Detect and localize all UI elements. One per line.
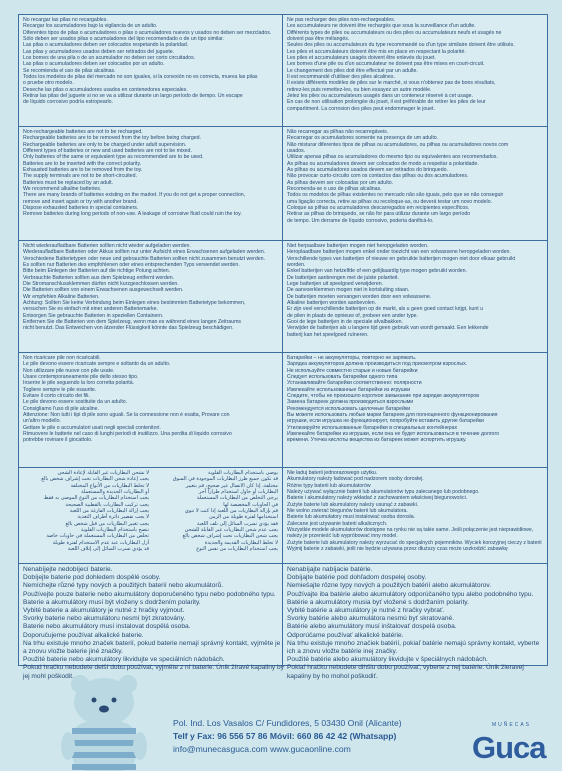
warning-line: أو البطاريات الجديدة والمستعملة: [81, 489, 149, 496]
warning-line: Замена батареек должна производиться взрослыми: [287, 399, 414, 406]
warning-line: ich a znovu vložte batérie inej značky.: [287, 648, 398, 656]
warning-line: Las pilas o acumuladores deben ser colocados por un adulto.: [23, 61, 165, 68]
warning-line: يجب استخدام البطاريات من نفس النوع: [196, 546, 278, 553]
warning-line: Baterie nebo akumulátory musí instalovat dospělá osoba.: [23, 623, 191, 631]
warning-line: Verschillende types van batterijen of nieuwe en gebruikte batterijen mogen niet door elkaar gebruikt: [287, 255, 516, 262]
warning-line: Die Batterien sollten von einem Erwachsenen ausgewechselt werden.: [23, 287, 184, 294]
warning-line: Togliere sempre le pile esaurite.: [23, 386, 97, 393]
warning-line: Die Stromanschlussklemmen dürfen nicht kurzgeschlossen werden.: [23, 281, 179, 288]
warning-line: Non utilizzare pile nuove con pile usate.: [23, 367, 115, 374]
warning-line: Doporučujeme používat alkalické baterie.: [23, 631, 144, 639]
warning-line: Не используйте совместно старые и новые батарейки: [287, 367, 418, 374]
warning-line: Se recomienda el uso de pilas alcalinas.: [23, 67, 116, 74]
warning-line: En cas de non utilisation prolongée du jouet, il est préférable de retirer les piles de leur: [287, 99, 486, 106]
warning-line: Wiederaufladbare Batterien oder Akkus sollten nur unter Aufsicht eines Erwachsenen aufgeladen werden.: [23, 249, 266, 256]
warning-block: [19, 127, 547, 241]
warning-line: Remove batteries during long periods of non-use. A leakage of corrosive fluid could ruin the toy.: [23, 211, 242, 218]
warning-line: يجب إزالة البطاريات الفارغة من اللعبة: [69, 508, 149, 515]
warning-line: قم بإزالة البطاريات من اللعبة إذا كنت لا تنوي: [184, 508, 278, 515]
warning-line: potrebbe rovinare il giocattolo.: [23, 437, 93, 444]
warning-line: We recommend alkaline batteries.: [23, 186, 102, 193]
warning-line: As pilhas ou acumuladores devem ser colocados de modo a respeitar a polaridade.: [287, 160, 479, 167]
warning-line: يرجى التخلص من البطاريات المستعملة: [196, 495, 278, 502]
warning-line: Používejte pouze baterie nebo akumulátory doporučeného typu nebo podobného typu.: [23, 590, 276, 598]
warning-line: Rimuovere le batterie nel caso di lunghi periodi di inutilizzo. Una perdita di liquido corrosivo: [23, 431, 232, 438]
right-language-column: [283, 127, 547, 240]
warning-line: Different types of batteries or new and used batteries are not to be mixed.: [23, 148, 192, 155]
warning-line: Evitare il corto circuito dei fili.: [23, 393, 90, 400]
warning-line: لا تشحن البطاريات غير القابلة لإعادة الشحن: [57, 470, 149, 476]
warning-line: Todos los modelos de pilas del mercado no son iguales, si la conexión no es correcta, mueva las pilas: [23, 74, 258, 81]
warning-line: يوصى باستخدام البطاريات القلوية: [208, 470, 278, 476]
warning-line: a znovu vložte baterie jiné značky.: [23, 648, 123, 656]
left-language-column: [19, 15, 283, 126]
warning-line: Batérie alebo akumulátory musí inštalovať dospelá osoba.: [287, 623, 457, 631]
warning-line: No recargar las pilas no recargables.: [23, 17, 108, 23]
warning-line: Рекомендуется использовать щелочные батарейки: [287, 405, 411, 412]
warning-line: في الحاويات المخصصة لها: [223, 501, 278, 508]
warning-line: Les bornes d'une pile ou d'un accumulateur ne doivent pas être mises en court-circuit.: [287, 61, 485, 68]
warning-line: Утилизируйте использованные батарейки в специальных контейнерах: [287, 424, 458, 431]
warning-line: uma ligação correcta, retire as pilhas ou recoloque-as, ou deverá testar um novo modelo.: [287, 198, 493, 205]
warning-line: Recarregar os acumuladores somente na presença de um adulto.: [287, 135, 439, 142]
warning-line: Baterie lub akumulatory musi instalować osoba dorosła.: [287, 514, 416, 521]
warning-line: De aanvoerklemmen mogen niet in kortsluiting staan.: [287, 287, 410, 294]
warning-line: Recargar los acumuladores bajo la vigilancia de un adulto.: [23, 23, 158, 30]
right-language-column: [283, 241, 547, 352]
warning-line: Consigliamo l'uso di pile alcaline.: [23, 405, 99, 412]
warning-line: Wszystkie modele akumulatorów dostępne na rynku nie są takie same. Jeśli połączenie jest nieprawidłowe,: [287, 527, 534, 534]
warning-line: Gettare le pile o accumulatori usati negli speciali contenitori.: [23, 424, 161, 431]
logo-wordmark: Guca: [472, 730, 546, 765]
warning-line: Baterie i akumulatory należy wkładać z zachowaniem właściwej biegunowości.: [287, 495, 468, 502]
warning-line: игрушки, если игрушка не функционирует, попробуйте вставить другие батарейки: [287, 418, 484, 425]
warning-line: Zużyte baterie lub akumulatory należy usunąć z zabawki.: [287, 501, 419, 508]
warning-line: jej mohl poškodit.: [23, 672, 74, 680]
warnings-sheet: [18, 14, 548, 680]
warning-line: Svorky baterie nebo akumulátoru nesmí být zkratovány.: [23, 615, 186, 623]
warning-line: Nemiešajte rôzne typy nových a použitých batérií alebo akumulátorov.: [287, 582, 492, 590]
warning-line: Pokiaľ hračku nebudete dlhšiu dobu používať, vyberte z nej batérie. Únik žieravej: [287, 664, 524, 672]
warning-line: Používajte iba batérie alebo akumulátory odporúčaného typu alebo podobného typu.: [287, 590, 534, 598]
warning-line: Los bornes de una pila o de un acumulador no deben ser corto circuitados.: [23, 55, 196, 62]
warning-line: Батарейки – не аккумуляторы, повторно не заряжать.: [287, 355, 417, 361]
warning-line: Não recarregar as pilhas não recarregáveis.: [287, 129, 389, 135]
warning-line: Attenzione: Non tutti i tipi di pile sono uguali. Se la connessione non è esatta, Provare con: [23, 412, 230, 419]
warning-line: Deseche las pilas o acumuladores usados en contenedores especiales.: [23, 86, 188, 93]
warning-line: batterij kan het speelgoed ruïneren.: [287, 331, 369, 338]
warning-line: Batteries are to be inserted with the correct polarity.: [23, 160, 142, 167]
warning-line: Baterie a akumulátory musí být vloženy s dodržením polarity.: [23, 598, 201, 606]
left-language-column: [19, 241, 283, 352]
warning-line: Le changement des piles doit être effectué par un adulte.: [287, 67, 418, 74]
warning-line: يجب عدم شحن البطاريات غير القابلة للشحن: [184, 527, 278, 534]
warning-line: Diferentes tipos de pilas o acumuladores o pilas o acumuladores nuevos y usados no deben ser mezclados.: [23, 29, 272, 36]
warning-line: Следите, чтобы не произошло короткое замыкание при зарядке аккумуляторов: [287, 393, 480, 400]
warning-line: Зарядка аккумуляторов должна производиться под присмотром взрослых.: [287, 361, 468, 368]
warning-block: [19, 468, 547, 564]
warning-line: Należy używać wyłącznie baterii lub akumulatorów typu zalecanego lub podobnego.: [287, 489, 480, 496]
warning-line: Utilizar apenas pilhas ou acumuladores do mesmo tipo ou equivalentes aos recomendados.: [287, 154, 498, 161]
warning-line: Gooi de lege batterijen in de speciale afvalbakken.: [287, 319, 403, 326]
warning-line: Dispose exhausted batteries in special containers.: [23, 205, 139, 212]
warning-line: As pilhas devem ser colocadas por um adulto.: [287, 179, 394, 186]
arabic-subcolumn: [23, 470, 149, 563]
warning-line: Na trhu existuje mnoho značiek batérií, pokiaľ batérie nemajú správny kontakt, vyberte: [287, 639, 540, 647]
warning-line: времени. Утечка кислоты вещества из батареек может испортить игрушку.: [287, 437, 467, 444]
arabic-column: [19, 468, 283, 563]
warning-line: Rechargeable batteries are to be removed from the toy before being charged.: [23, 135, 201, 142]
warning-line: un'altro modello.: [23, 418, 61, 425]
warning-line: The supply terminals are not to be short-circuited.: [23, 173, 137, 180]
warning-line: قد تكون جميع طرز البطاريات الموجودة في السوق: [172, 476, 278, 483]
warning-line: أزل البطاريات عند عدم الاستخدام لفترة طويلة: [52, 539, 149, 546]
warning-line: Es sollten nur Batterien des empfohlenen oder eines entsprechenden Typs verwendet werden.: [23, 262, 240, 269]
warning-line: Устанавливайте батарейки соответственно: полярности: [287, 380, 422, 387]
warning-line: Pokud hračku nebudete delší dobu používat, vyjměte z ní baterie. Únik žíravé kapaliny by: [23, 664, 284, 672]
warning-line: Não misturar diferentes tipos de pilhas ou acumuladores, ou pilhas ou acumuladores novos com: [287, 141, 509, 148]
warning-line: nicht benutzt. Das Entweichen von ätzender Flüssigkeit könnte das Spielzeug beschädigen.: [23, 325, 234, 332]
warning-line: Zużyte baterie lub akumulatory należy wyrzucać do specjalnych pojemników. Wyciek korozyjnej cieczy z baterii: [287, 539, 542, 546]
warning-line: Les accumulateurs ne doivent être rechargés que sous la surveillance d'un adulte.: [287, 23, 476, 30]
warning-line: Retirar las pilas del juguete si no se va a utilizar durante un largo período de tiempo. Un escape: [23, 93, 243, 100]
warning-line: Akumulatory należy ładować pod nadzorem osoby dorosłej.: [287, 476, 424, 483]
warning-line: doivent pas être mélangés.: [287, 36, 350, 43]
warning-line: Różne typy baterii lub akumulatorów: [287, 482, 371, 489]
warning-line: Différents types de piles ou accumulateurs ou des piles ou accumulateurs neufs et usagés ne: [287, 29, 502, 36]
warning-line: Enkel batterijen van hetzelfde of een gelijkaardig type mogen gebruikt worden.: [287, 268, 467, 275]
warning-line: worden.: [287, 262, 306, 269]
warning-line: Odporúčame používať alkalické batérie.: [287, 631, 404, 639]
warning-line: البطاريات أو حاول استخدام طرازاً آخر: [198, 489, 278, 496]
right-language-column: [283, 15, 547, 126]
warning-line: لا تخلط البطاريات القديمة والجديدة: [204, 539, 278, 546]
warning-line: Verschiedene Batterietypen oder neue und gebrauchte Batterien sollten nicht zusammen benutzt werden.: [23, 255, 265, 262]
warning-line: Jetez les piles ou accumulateurs usagés dans un conteneur réservé à cet usage.: [287, 93, 473, 100]
warning-line: de tempo. Um derrame de líquido corrosivo, poderia danificá-lo.: [287, 217, 434, 224]
warning-line: Sólo deben ser usados pilas o acumuladores del tipo recomendado o de un tipo similar.: [23, 36, 224, 43]
warning-line: يجب شحن البطاريات تحت إشراف شخص بالغ: [182, 533, 278, 540]
warning-line: تخلص من البطاريات المستعملة في حاويات خاصة: [46, 533, 149, 540]
warning-line: Todos os modelos de pilhas existentes no mercado não são iguais, pelo que se não conseguir: [287, 192, 504, 199]
warning-line: There are many brands of batteries existing on the market. If you do not get a proper connection,: [23, 192, 246, 199]
warning-line: Dobíjajte batérie pod dohľadom dospelej osoby.: [287, 574, 427, 582]
warning-line: As pilhas ou acumuladores usados devem ser retirados do brinquedo.: [287, 167, 448, 174]
warning-block: [19, 353, 547, 468]
warning-line: Wyjmij baterie z zabawki, jeśli nie będzie używana przez dłuższy czas może uszkodzić zabawkę: [287, 546, 508, 553]
warning-line: Извлекайте батарейки из игрушки, если она не будет использоваться в течение долгого: [287, 431, 500, 438]
warning-line: يجب إعادة شحن البطاريات تحت إشراف شخص بالغ: [41, 476, 149, 483]
warning-line: Coloque as pilhas ou acumuladores descarregados em recipientes específicos.: [287, 205, 470, 212]
warning-line: Heroplaadbare batterijen mogen enkel onder toezicht van een volwassene heropgeladen worden.: [287, 249, 511, 256]
address-line: Pol. Ind. Los Vasalos C/ Fundidores, 5 03430 Onil (Alicante): [173, 718, 402, 728]
warning-line: لا يجب تقصير دائرة أطراف التغذية: [77, 514, 149, 521]
warning-line: Следует использовать батарейки одного типа: [287, 374, 398, 381]
warning-line: Inserire le pile seguendo la loro corretta polarità.: [23, 380, 135, 387]
warning-line: Verwijder de batterijen als u langere tijd geen gebruik van wordt gemaakt. Een lekkende: [287, 325, 489, 332]
left-language-column: [19, 127, 283, 240]
warning-line: Na trhu existuje mnoho značek baterií, pokud baterie nemají správný kontakt, vyjměte je: [23, 639, 281, 647]
warning-line: Les piles et accumulateurs usagés doivent être enlevés du jouet.: [287, 55, 436, 62]
left-language-column: [19, 353, 283, 467]
warning-line: Entfernen Sie die Batterien von dem Spielzeug, wenn man es während eines langen Zeitraums: [23, 319, 242, 326]
warning-line: należy je przenieść lub wypróbować inny model.: [287, 533, 398, 540]
warning-line: Only batteries of the same or equivalent type as recommended are to be used.: [23, 154, 204, 161]
warning-line: Ne pas recharger des piles non-rechargeables.: [287, 17, 396, 23]
phone-line: Telf y Fax: 96 556 57 86 Móvil: 660 86 42 42 (Whatsapp): [173, 731, 397, 741]
warning-line: ننصح باستخدام البطاريات القلوية: [80, 527, 149, 534]
warning-line: Nie wolno zwierać biegunów baterii lub akumulatora.: [287, 508, 408, 515]
warning-block: [19, 241, 547, 353]
bear-mascot-icon: [58, 672, 150, 771]
warning-line: Le pile devono essere sostituite da un adulto.: [23, 399, 128, 406]
guca-logo: [472, 720, 552, 765]
warning-line: Vybité baterie a akumulátory je nutné z hračky vyjmout.: [23, 607, 185, 615]
warning-line: قد يؤدي تسرب السائل إلى إتلاف اللعبة: [67, 546, 149, 553]
warning-line: Použité batérie alebo akumulátory likvidujte v špeciálnych nádobách.: [287, 656, 488, 664]
warning-line: يجب تركيب البطاريات بالقطبية الصحيحة: [65, 501, 149, 508]
warning-line: Não provocar curto-circuito com os contactos das pilhas ou dos acumuladores.: [287, 173, 469, 180]
right-language-column: [283, 353, 547, 467]
warning-line: لا تخلط البطاريات من الأنواع المختلفة: [70, 482, 149, 489]
warning-line: Non ricaricare pile non ricaricabili.: [23, 355, 101, 361]
warning-line: De batterijen moeten vervangen worden door een volwassene.: [287, 293, 432, 300]
warning-line: Non-rechargeable batteries are not to be recharged.: [23, 129, 143, 135]
warning-line: Nenabíjejte nedobíjecí baterie.: [23, 566, 113, 573]
warning-line: de líquido corrosivo podría estropearlo.: [23, 99, 113, 106]
warning-line: Le pile devono essere ricaricate sempre e soltanto da un adulto.: [23, 361, 171, 368]
warning-line: retirez-les puis remettez-les, ou bien essayez un autre modèle.: [287, 86, 432, 93]
warning-line: compartiment. La corrosion des piles peut endommager le jouet.: [287, 105, 435, 112]
warning-line: de pilen in plaats de opnieuw of, probeer een ander type.: [287, 312, 418, 319]
warning-line: Recomenda-se o uso de pilhas alcalinas.: [287, 186, 382, 193]
warning-line: مختلفة، إذا كان الاتصال غير صحيح، قم بتغيير: [185, 482, 278, 489]
warning-line: versuchen Sie es einfach mit einer anderen Batteriemarke.: [23, 306, 158, 313]
warning-line: Verbrauchte Batterien sollten aus dem Spielzeug entfernt werden.: [23, 274, 175, 281]
warning-line: Извлекайте использованные батарейки из игрушки: [287, 386, 411, 393]
warning-line: kapaliny by ho mohol poškodiť.: [287, 672, 378, 680]
warning-line: Er zijn veel verschillende batterijen op de markt, als u geen goed contact krijgt, kunt u: [287, 306, 484, 313]
warning-line: Lege batterijen uit speelgoed verwijderen.: [287, 281, 384, 288]
warning-line: remove and insert again or try with another brand.: [23, 198, 138, 205]
warning-line: Nie ładuj baterii jednorazowego użytku.: [287, 470, 378, 476]
warning-line: Achtung: Sollten Sie keine Verbindung beim Einlegen eines bestimmten Batterietype bekommen,: [23, 300, 246, 307]
warning-line: Wir empfehlen Alkaline Batterien.: [23, 293, 100, 300]
warning-line: usados.: [287, 148, 306, 155]
warning-line: Svorky batérie alebo akumulátora nesmú byť skratované.: [287, 615, 455, 623]
warning-line: Exhausted batteries are to be removed from the toy.: [23, 167, 143, 174]
warning-line: Usare contemporaneamente pile dello stesso tipo.: [23, 374, 139, 381]
warning-line: Les piles et accumulateurs doivent être mis en place en respectant la polarité.: [287, 48, 466, 55]
warning-line: Dobíjejte baterie pod dohledem dospělé osoby.: [23, 574, 161, 582]
warning-line: يجب استخدام البطاريات من النوع الموصى به فقط: [43, 495, 149, 502]
web-line: info@munecasguca.com www.gucaonline.com: [173, 744, 351, 754]
warning-line: Alkaline batterijen worden aanbevolen.: [287, 300, 377, 307]
warning-line: Bitte beim Einlegen der Batterien auf die richtige Polung achten.: [23, 268, 171, 275]
warning-line: Nenabíjajte nabíjacie batérie.: [287, 566, 373, 573]
warning-line: فقد يؤدي تسرب السائل إلى تلف اللعبة: [196, 520, 278, 527]
warning-line: استخدامها لفترة طويلة من الزمن: [208, 514, 278, 521]
right-language-column: [283, 564, 547, 680]
warning-line: Nicht wiederaufladbare Batterien sollten nicht wieder aufgeladen werden.: [23, 243, 191, 249]
warning-line: يجب تغيير البطاريات من قبل شخص بالغ: [65, 520, 149, 527]
warning-line: Zalecane jest używanie baterii alkalicznych.: [287, 520, 388, 527]
warning-line: Vybité batérie a akumulátory je nutné z hračky vybrať.: [287, 607, 445, 615]
warning-line: Batteries must be replaced by an adult.: [23, 179, 113, 186]
warning-line: Entsorgen Sie gebrauchte Batterien in speziellen Containern.: [23, 312, 164, 319]
warning-block: [19, 564, 547, 680]
warning-line: De batterijen aanbrengen met de juiste polariteit.: [287, 274, 399, 281]
warning-line: o pruebe otro modelo.: [23, 80, 74, 87]
warning-line: Seules des piles ou accumulateurs du type recommandé ou d'un type similaire doivent être utilisés.: [287, 42, 515, 49]
warning-line: Las pilas o acumuladores deben ser colocados respetando la polaridad.: [23, 42, 189, 49]
warning-line: Nemíchejte různé typy nových a použitých baterií nebo akumulátorů.: [23, 582, 224, 590]
warning-line: Niet herpaalbare batterijen mogen niet heropgeladen worden.: [287, 243, 429, 249]
logo-subtitle: MUÑECAS: [492, 722, 532, 728]
warning-line: Il existe différents modèles de piles sur le marché, si vous n'obtenez pas de bons résultats,: [287, 80, 496, 87]
warning-line: Batérie a akumulátory musia byť vložené s dodržaním polarity.: [287, 598, 469, 606]
right-language-column: [283, 468, 547, 563]
warning-line: Il est recommandé d'utiliser des piles alcalines.: [287, 74, 395, 81]
arabic-subcolumn: [152, 470, 278, 563]
warning-line: Retirar as pilhas do brinquedo, se não for para utilizar durante um largo período: [287, 211, 471, 218]
warning-line: Las pilas y acumuladores usados deben ser retirados del juguete.: [23, 48, 175, 55]
warning-line: Вы можете использовать любые марки батареек для полноценного функционирования: [287, 412, 498, 419]
warning-block: [19, 15, 547, 127]
warning-line: Použité baterie nebo akumulátory likvidujte ve speciálních nádobách.: [23, 656, 225, 664]
left-language-column: [19, 564, 284, 680]
warning-line: Rechargeable batteries are only to be charged under adult supervision.: [23, 141, 187, 148]
